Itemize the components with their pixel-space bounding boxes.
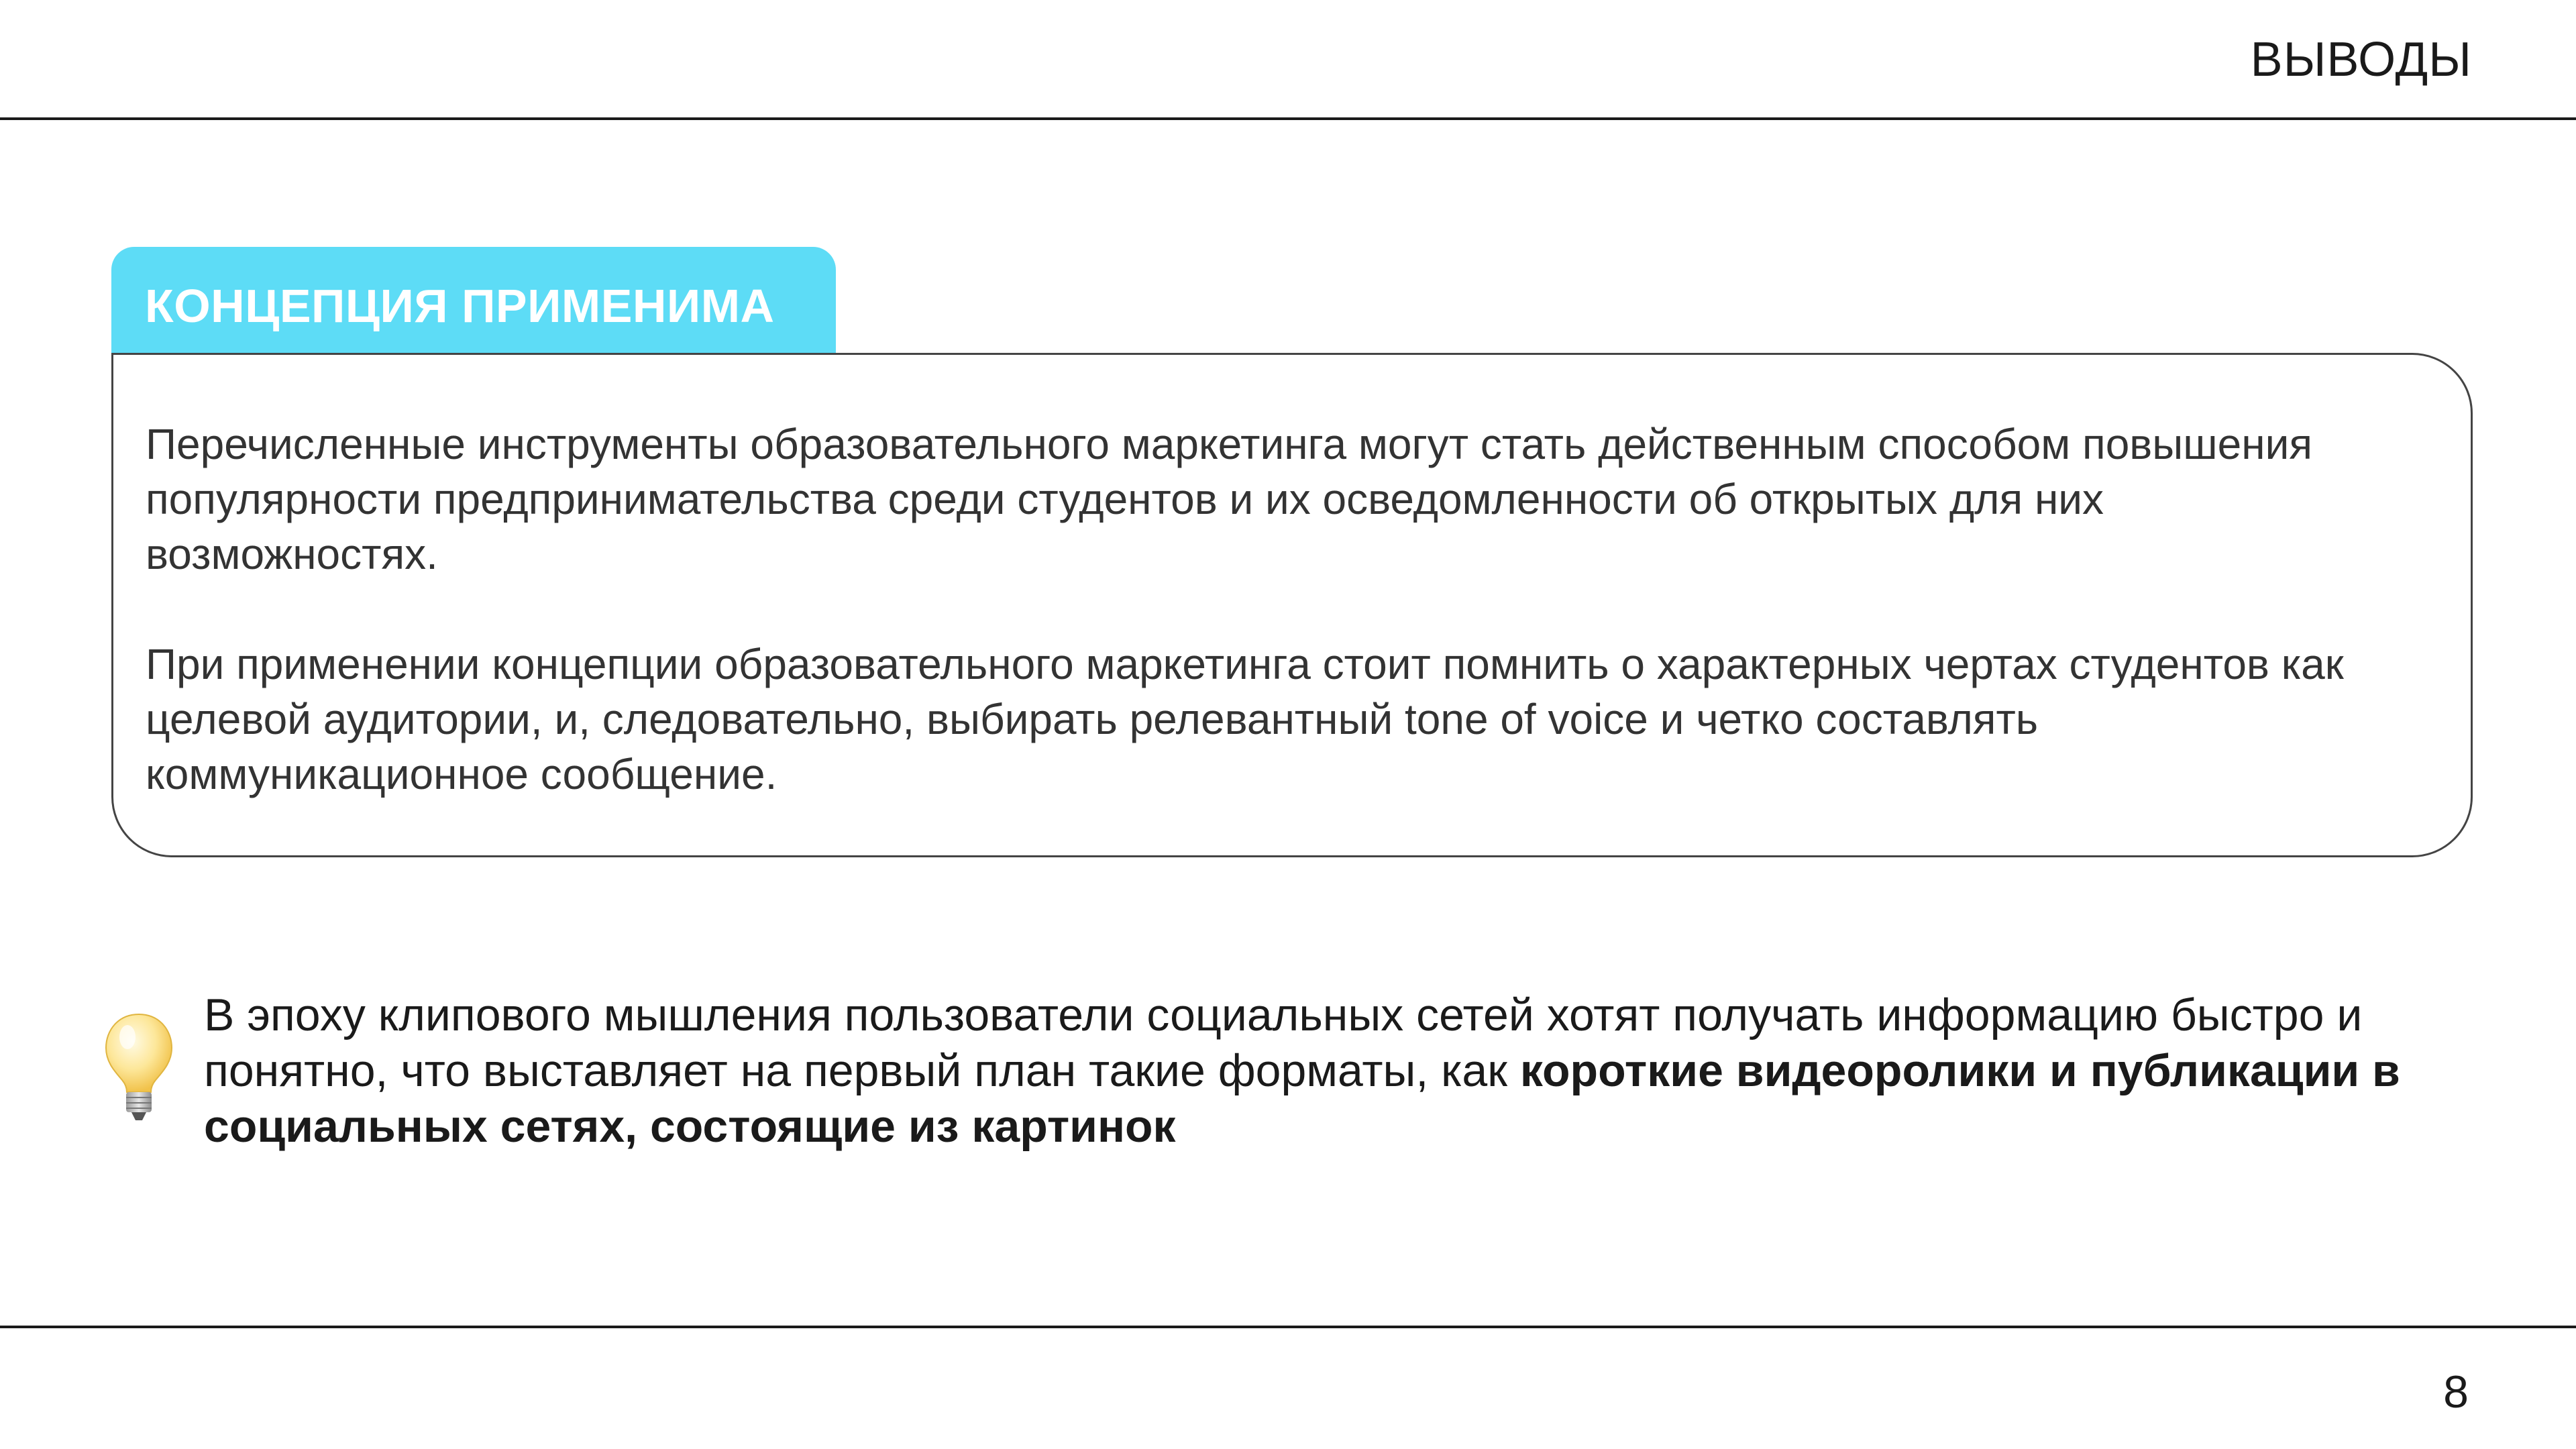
insight-text	[204, 987, 2465, 1155]
concept-paragraph-1: Перечисленные инструменты образовательного маркетинга могут стать действенным способом повышения популярности предпринимательства среди студентов и их осведомленности об открытых для них возможностях.	[146, 420, 2312, 578]
section-title: ВЫВОДЫ	[2250, 33, 2472, 87]
footer-divider	[0, 1326, 2576, 1328]
concept-box	[111, 353, 2473, 857]
concept-tab-label: КОНЦЕПЦИЯ ПРИМЕНИМА	[145, 280, 775, 332]
lightbulb-icon	[102, 1010, 176, 1124]
insight-text-regular: В эпоху клипового мышления пользователи социальных сетей хотят получать информацию быстро и понятно, что выставляет на первый план такие форматы, как	[204, 989, 2363, 1096]
header-divider	[0, 117, 2576, 120]
insight-text-bold: короткие видеоролики и публикации в социальных сетях, состоящие из картинок	[204, 1045, 2400, 1152]
concept-tab	[111, 247, 836, 354]
page-number: 8	[2443, 1366, 2469, 1417]
concept-paragraph-2: При применении концепции образовательного маркетинга стоит помнить о характерных чертах студентов как целевой аудитории, и, следовательно, выбирать релевантный tone of voice и четко составлять коммуникационное сообщение.	[146, 640, 2344, 798]
